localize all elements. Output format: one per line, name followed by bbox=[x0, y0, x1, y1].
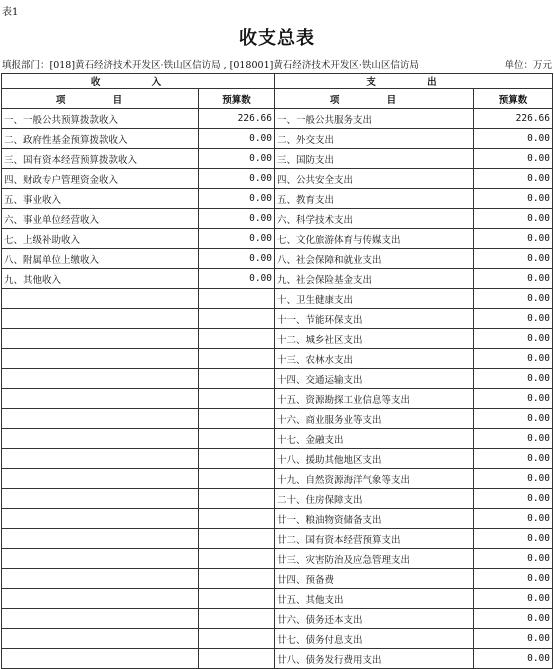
expense-item-label: 十六、商业服务业等支出 bbox=[275, 409, 474, 429]
empty-cell bbox=[199, 429, 275, 449]
expense-item-label: 二、外交支出 bbox=[275, 129, 474, 149]
empty-cell bbox=[2, 469, 199, 489]
empty-cell bbox=[199, 329, 275, 349]
table-row bbox=[2, 129, 553, 149]
table-row bbox=[2, 529, 553, 549]
expense-item-label: 十四、交通运输支出 bbox=[275, 369, 474, 389]
expense-budget-value: 0.00 bbox=[474, 509, 553, 529]
table-row bbox=[2, 569, 553, 589]
table-row bbox=[2, 509, 553, 529]
empty-cell bbox=[2, 589, 199, 609]
empty-cell bbox=[2, 309, 199, 329]
page-title: 收支总表 bbox=[239, 28, 315, 49]
table-row bbox=[2, 549, 553, 569]
income-budget-value: 0.00 bbox=[199, 129, 275, 149]
table-row bbox=[2, 609, 553, 629]
income-budget-value: 0.00 bbox=[199, 149, 275, 169]
expense-budget-value: 0.00 bbox=[474, 489, 553, 509]
table-row bbox=[2, 349, 553, 369]
expense-item-label: 十二、城乡社区支出 bbox=[275, 329, 474, 349]
empty-cell bbox=[199, 629, 275, 649]
expense-item-label: 三、国防支出 bbox=[275, 149, 474, 169]
income-budget-value: 0.00 bbox=[199, 249, 275, 269]
table-row bbox=[2, 589, 553, 609]
expense-budget-value: 0.00 bbox=[474, 389, 553, 409]
table-row bbox=[2, 249, 553, 269]
income-item-label: 九、其他收入 bbox=[2, 269, 199, 289]
expense-budget-value: 0.00 bbox=[474, 649, 553, 669]
expense-budget-value: 0.00 bbox=[474, 449, 553, 469]
empty-cell bbox=[2, 489, 199, 509]
empty-cell bbox=[199, 589, 275, 609]
expense-item-label: 十八、援助其他地区支出 bbox=[275, 449, 474, 469]
table-row bbox=[2, 469, 553, 489]
expense-budget-value: 0.00 bbox=[474, 289, 553, 309]
empty-cell bbox=[2, 369, 199, 389]
expense-item-label: 十三、农林水支出 bbox=[275, 349, 474, 369]
empty-cell bbox=[2, 569, 199, 589]
expense-budget-value: 0.00 bbox=[474, 129, 553, 149]
empty-cell bbox=[2, 409, 199, 429]
expense-budget-value: 0.00 bbox=[474, 249, 553, 269]
column-header-row bbox=[2, 89, 553, 109]
expense-item-label: 廿二、国有资本经营预算支出 bbox=[275, 529, 474, 549]
income-budget-header: 预算数 bbox=[199, 89, 275, 109]
expense-item-label: 六、科学技术支出 bbox=[275, 209, 474, 229]
expense-item-label: 十九、自然资源海洋气象等支出 bbox=[275, 469, 474, 489]
table-row bbox=[2, 409, 553, 429]
table-row bbox=[2, 169, 553, 189]
expense-item-label: 廿一、粮油物资储备支出 bbox=[275, 509, 474, 529]
empty-cell bbox=[2, 609, 199, 629]
empty-cell bbox=[199, 529, 275, 549]
filing-unit-prefix: 填报部门： bbox=[2, 60, 50, 71]
income-section-header: 收 入 bbox=[2, 74, 275, 89]
table-row bbox=[2, 229, 553, 249]
expense-item-label: 廿五、其他支出 bbox=[275, 589, 474, 609]
section-header-row bbox=[2, 74, 553, 89]
expense-item-label: 廿八、债务发行费用支出 bbox=[275, 649, 474, 669]
income-item-label: 七、上级补助收入 bbox=[2, 229, 199, 249]
empty-cell bbox=[199, 469, 275, 489]
empty-cell bbox=[2, 649, 199, 669]
income-item-label: 五、事业收入 bbox=[2, 189, 199, 209]
income-expense-table bbox=[1, 73, 553, 669]
expense-budget-value: 226.66 bbox=[474, 109, 553, 129]
table-row bbox=[2, 489, 553, 509]
expense-budget-value: 0.00 bbox=[474, 629, 553, 649]
expense-budget-header: 预算数 bbox=[474, 89, 553, 109]
expense-item-label: 十一、节能环保支出 bbox=[275, 309, 474, 329]
empty-cell bbox=[2, 509, 199, 529]
expense-budget-value: 0.00 bbox=[474, 149, 553, 169]
empty-cell bbox=[199, 609, 275, 629]
expense-item-label: 四、公共安全支出 bbox=[275, 169, 474, 189]
table-row bbox=[2, 109, 553, 129]
expense-section-header: 支 出 bbox=[275, 74, 553, 89]
empty-cell bbox=[199, 649, 275, 669]
empty-cell bbox=[2, 449, 199, 469]
income-budget-value: 0.00 bbox=[199, 169, 275, 189]
income-budget-value: 0.00 bbox=[199, 189, 275, 209]
report-meta bbox=[2, 57, 552, 71]
empty-cell bbox=[2, 429, 199, 449]
empty-cell bbox=[2, 549, 199, 569]
expense-budget-value: 0.00 bbox=[474, 269, 553, 289]
expense-budget-value: 0.00 bbox=[474, 409, 553, 429]
expense-item-label: 五、教育支出 bbox=[275, 189, 474, 209]
expense-budget-value: 0.00 bbox=[474, 369, 553, 389]
table-row bbox=[2, 629, 553, 649]
income-budget-value: 0.00 bbox=[199, 229, 275, 249]
income-item-label: 三、国有资本经营预算拨款收入 bbox=[2, 149, 199, 169]
empty-cell bbox=[2, 329, 199, 349]
expense-item-header: 项 目 bbox=[275, 89, 474, 109]
empty-cell bbox=[199, 389, 275, 409]
table-row bbox=[2, 329, 553, 349]
empty-cell bbox=[199, 369, 275, 389]
expense-item-label: 十七、金融支出 bbox=[275, 429, 474, 449]
empty-cell bbox=[199, 569, 275, 589]
table-row bbox=[2, 149, 553, 169]
income-item-label: 一、一般公共预算拨款收入 bbox=[2, 109, 199, 129]
table-row bbox=[2, 289, 553, 309]
table-row bbox=[2, 389, 553, 409]
empty-cell bbox=[199, 409, 275, 429]
expense-budget-value: 0.00 bbox=[474, 549, 553, 569]
expense-budget-value: 0.00 bbox=[474, 169, 553, 189]
expense-budget-value: 0.00 bbox=[474, 569, 553, 589]
expense-item-label: 十、卫生健康支出 bbox=[275, 289, 474, 309]
empty-cell bbox=[199, 549, 275, 569]
empty-cell bbox=[199, 289, 275, 309]
empty-cell bbox=[199, 509, 275, 529]
income-budget-value: 226.66 bbox=[199, 109, 275, 129]
sheet-label: 表1 bbox=[2, 7, 19, 18]
table-row bbox=[2, 309, 553, 329]
empty-cell bbox=[2, 289, 199, 309]
income-budget-value: 0.00 bbox=[199, 269, 275, 289]
income-budget-value: 0.00 bbox=[199, 209, 275, 229]
expense-budget-value: 0.00 bbox=[474, 309, 553, 329]
empty-cell bbox=[2, 529, 199, 549]
expense-item-label: 廿四、预备费 bbox=[275, 569, 474, 589]
income-item-label: 四、财政专户管理资金收入 bbox=[2, 169, 199, 189]
expense-item-label: 廿七、债务付息支出 bbox=[275, 629, 474, 649]
expense-item-label: 二十、住房保障支出 bbox=[275, 489, 474, 509]
currency-unit: 单位：万元 bbox=[504, 60, 552, 71]
expense-item-label: 一、一般公共服务支出 bbox=[275, 109, 474, 129]
expense-budget-value: 0.00 bbox=[474, 429, 553, 449]
empty-cell bbox=[199, 309, 275, 329]
table-row bbox=[2, 429, 553, 449]
expense-budget-value: 0.00 bbox=[474, 609, 553, 629]
expense-budget-value: 0.00 bbox=[474, 209, 553, 229]
empty-cell bbox=[199, 349, 275, 369]
expense-item-label: 七、文化旅游体育与传媒支出 bbox=[275, 229, 474, 249]
income-item-label: 八、附属单位上缴收入 bbox=[2, 249, 199, 269]
expense-budget-value: 0.00 bbox=[474, 469, 553, 489]
expense-item-label: 八、社会保障和就业支出 bbox=[275, 249, 474, 269]
empty-cell bbox=[2, 389, 199, 409]
expense-budget-value: 0.00 bbox=[474, 229, 553, 249]
table-row bbox=[2, 649, 553, 669]
table-row bbox=[2, 369, 553, 389]
expense-budget-value: 0.00 bbox=[474, 329, 553, 349]
expense-budget-value: 0.00 bbox=[474, 529, 553, 549]
expense-item-label: 廿三、灾害防治及应急管理支出 bbox=[275, 549, 474, 569]
empty-cell bbox=[2, 349, 199, 369]
table-row bbox=[2, 449, 553, 469]
empty-cell bbox=[199, 489, 275, 509]
expense-budget-value: 0.00 bbox=[474, 589, 553, 609]
table-row bbox=[2, 269, 553, 289]
income-item-label: 六、事业单位经营收入 bbox=[2, 209, 199, 229]
expense-item-label: 九、社会保险基金支出 bbox=[275, 269, 474, 289]
expense-budget-value: 0.00 bbox=[474, 349, 553, 369]
filing-unit-name: [018]黄石经济技术开发区·铁山区信访局 , [018001]黄石经济技术开发区·铁山区信访局 bbox=[49, 60, 419, 71]
income-item-label: 二、政府性基金预算拨款收入 bbox=[2, 129, 199, 149]
table-row bbox=[2, 189, 553, 209]
empty-cell bbox=[199, 449, 275, 469]
filing-unit bbox=[2, 57, 419, 71]
table-row bbox=[2, 209, 553, 229]
expense-budget-value: 0.00 bbox=[474, 189, 553, 209]
empty-cell bbox=[2, 629, 199, 649]
expense-item-label: 廿六、债务还本支出 bbox=[275, 609, 474, 629]
expense-item-label: 十五、资源勘探工业信息等支出 bbox=[275, 389, 474, 409]
income-item-header: 项 目 bbox=[2, 89, 199, 109]
